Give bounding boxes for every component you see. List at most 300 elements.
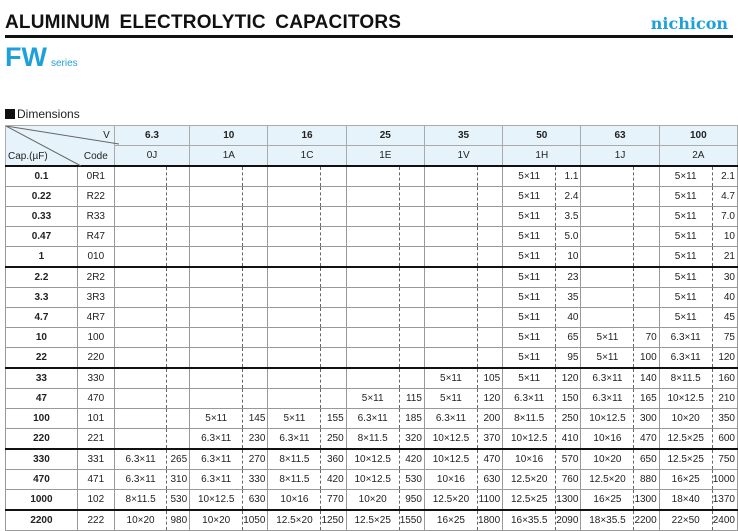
ripple-current-cell: 2.4 [556, 187, 581, 207]
series-label: series [50, 58, 78, 69]
capacitance-cell: 33 [6, 368, 78, 389]
capacitance-cell: 0.47 [6, 227, 78, 247]
table-row [6, 308, 738, 328]
case-size-cell: 16×25 [424, 510, 477, 531]
case-size-cell: 10×20 [190, 510, 243, 531]
case-size-cell: 5×11 [659, 166, 712, 187]
ripple-current-cell: 21 [712, 247, 737, 268]
ripple-current-cell [477, 166, 502, 187]
ripple-current-cell [243, 227, 268, 247]
table-row [6, 389, 738, 409]
ripple-current-cell [399, 207, 424, 227]
case-size-cell [114, 227, 167, 247]
case-size-cell: 8×11.5 [503, 409, 556, 429]
case-size-cell: 8×11.5 [346, 429, 399, 450]
code-cell: R47 [77, 227, 114, 247]
ripple-current-cell [477, 267, 502, 288]
case-size-cell [190, 227, 243, 247]
case-size-cell: 16×35.5 [503, 510, 556, 531]
ripple-current-cell [321, 187, 346, 207]
ripple-current-cell: 70 [634, 328, 659, 348]
ripple-current-cell [321, 368, 346, 389]
ripple-current-cell: 75 [712, 328, 737, 348]
voltage-header: 63 [581, 126, 659, 146]
ripple-current-cell: 320 [399, 429, 424, 450]
case-size-cell: 5×11 [503, 247, 556, 268]
table-row [6, 227, 738, 247]
ripple-current-cell [321, 348, 346, 369]
ripple-current-cell [399, 348, 424, 369]
case-size-cell: 5×11 [503, 227, 556, 247]
case-size-cell: 6.3×11 [659, 348, 712, 369]
capacitance-cell: 4.7 [6, 308, 78, 328]
title-divider [5, 35, 733, 38]
ripple-current-cell [243, 308, 268, 328]
ripple-current-cell: 330 [243, 470, 268, 490]
case-size-cell [114, 207, 167, 227]
ripple-current-cell: 23 [556, 267, 581, 288]
series-heading [5, 42, 78, 73]
voltage-code-header: 1V [424, 146, 502, 167]
case-size-cell: 22×50 [659, 510, 712, 531]
case-size-cell [424, 328, 477, 348]
case-size-cell [268, 368, 321, 389]
case-size-cell: 10×12.5 [346, 470, 399, 490]
voltage-code-header: 1E [346, 146, 424, 167]
case-size-cell: 6.3×11 [503, 389, 556, 409]
capacitance-cell: 330 [6, 449, 78, 470]
capacitance-cell: 0.33 [6, 207, 78, 227]
ripple-current-cell [477, 247, 502, 268]
ripple-current-cell: 630 [243, 490, 268, 511]
case-size-cell: 6.3×11 [268, 429, 321, 450]
ripple-current-cell: 770 [321, 490, 346, 511]
code-cell: 221 [77, 429, 114, 450]
case-size-cell [114, 187, 167, 207]
ripple-current-cell: 120 [477, 389, 502, 409]
case-size-cell [268, 267, 321, 288]
code-cell: 330 [77, 368, 114, 389]
table-row [6, 187, 738, 207]
ripple-current-cell [634, 166, 659, 187]
ripple-current-cell [167, 328, 190, 348]
capacitance-cell: 47 [6, 389, 78, 409]
ripple-current-cell: 165 [634, 389, 659, 409]
case-size-cell: 5×11 [581, 328, 634, 348]
case-size-cell [190, 187, 243, 207]
ripple-current-cell: 4.7 [712, 187, 737, 207]
ripple-current-cell: 880 [634, 470, 659, 490]
ripple-current-cell: 1250 [321, 510, 346, 531]
ripple-current-cell [477, 308, 502, 328]
table-row [6, 288, 738, 308]
case-size-cell: 10×12.5 [346, 449, 399, 470]
ripple-current-cell [243, 368, 268, 389]
ripple-current-cell [167, 207, 190, 227]
case-size-cell: 5×11 [503, 328, 556, 348]
case-size-cell: 5×11 [503, 166, 556, 187]
ripple-current-cell [477, 187, 502, 207]
case-size-cell [268, 207, 321, 227]
voltage-header: 25 [346, 126, 424, 146]
capacitance-cell: 1000 [6, 490, 78, 511]
case-size-cell: 5×11 [659, 267, 712, 288]
ripple-current-cell [243, 207, 268, 227]
ripple-current-cell: 420 [321, 470, 346, 490]
case-size-cell [581, 227, 634, 247]
case-size-cell [114, 348, 167, 369]
case-size-cell: 12.5×20 [424, 490, 477, 511]
section-title: Dimensions [17, 107, 80, 121]
voltage-header: 10 [190, 126, 268, 146]
ripple-current-cell [167, 227, 190, 247]
case-size-cell [190, 288, 243, 308]
ripple-current-cell: 40 [556, 308, 581, 328]
capacitance-cell: 220 [6, 429, 78, 450]
case-size-cell: 16×25 [581, 490, 634, 511]
ripple-current-cell [167, 166, 190, 187]
ripple-current-cell [167, 288, 190, 308]
case-size-cell: 12.5×25 [346, 510, 399, 531]
code-cell: 010 [77, 247, 114, 268]
series-name: FW [5, 42, 47, 72]
ripple-current-cell [321, 389, 346, 409]
ripple-current-cell: 1.1 [556, 166, 581, 187]
case-size-cell [581, 288, 634, 308]
voltage-code-header: 2A [659, 146, 737, 167]
ripple-current-cell: 350 [712, 409, 737, 429]
corner-code-label: Code [83, 151, 108, 162]
ripple-current-cell: 1800 [477, 510, 502, 531]
ripple-current-cell [321, 267, 346, 288]
ripple-current-cell [167, 368, 190, 389]
table-row [6, 267, 738, 288]
ripple-current-cell: 310 [167, 470, 190, 490]
ripple-current-cell [243, 187, 268, 207]
ripple-current-cell [634, 207, 659, 227]
case-size-cell: 5×11 [503, 187, 556, 207]
capacitance-cell: 10 [6, 328, 78, 348]
corner-v-label: V [103, 130, 110, 141]
case-size-cell: 6.3×11 [424, 409, 477, 429]
ripple-current-cell [243, 328, 268, 348]
ripple-current-cell [167, 348, 190, 369]
case-size-cell: 10×16 [424, 470, 477, 490]
capacitance-cell: 0.22 [6, 187, 78, 207]
ripple-current-cell [399, 328, 424, 348]
capacitance-cell: 2.2 [6, 267, 78, 288]
case-size-cell: 6.3×11 [190, 429, 243, 450]
case-size-cell [268, 328, 321, 348]
case-size-cell [346, 368, 399, 389]
case-size-cell: 18×40 [659, 490, 712, 511]
case-size-cell [190, 328, 243, 348]
case-size-cell: 16×25 [659, 470, 712, 490]
case-size-cell: 5×11 [424, 368, 477, 389]
table-row [6, 409, 738, 429]
ripple-current-cell [634, 308, 659, 328]
case-size-cell: 10×16 [268, 490, 321, 511]
case-size-cell [424, 288, 477, 308]
ripple-current-cell [167, 267, 190, 288]
table-row [6, 429, 738, 450]
table-row [6, 510, 738, 531]
case-size-cell [114, 429, 167, 450]
ripple-current-cell: 760 [556, 470, 581, 490]
case-size-cell [346, 247, 399, 268]
case-size-cell [268, 166, 321, 187]
ripple-current-cell [477, 348, 502, 369]
case-size-cell [114, 288, 167, 308]
code-cell: R22 [77, 187, 114, 207]
ripple-current-cell: 30 [712, 267, 737, 288]
case-size-cell [346, 308, 399, 328]
case-size-cell [114, 328, 167, 348]
code-cell: 220 [77, 348, 114, 369]
ripple-current-cell: 10 [556, 247, 581, 268]
ripple-current-cell: 470 [477, 449, 502, 470]
table-row [6, 490, 738, 511]
ripple-current-cell: 650 [634, 449, 659, 470]
code-cell: 222 [77, 510, 114, 531]
ripple-current-cell: 35 [556, 288, 581, 308]
voltage-code-header: 1A [190, 146, 268, 167]
square-bullet-icon [5, 109, 15, 119]
ripple-current-cell [477, 328, 502, 348]
page-title: ALUMINUM ELECTROLYTIC CAPACITORS [5, 12, 402, 33]
case-size-cell [346, 227, 399, 247]
case-size-cell: 10×12.5 [503, 429, 556, 450]
ripple-current-cell [167, 247, 190, 268]
table-row [6, 470, 738, 490]
ripple-current-cell [243, 267, 268, 288]
table-row [6, 348, 738, 369]
case-size-cell [268, 247, 321, 268]
brand-logo: nichicon [650, 14, 728, 33]
ripple-current-cell [167, 409, 190, 429]
case-size-cell [424, 267, 477, 288]
ripple-current-cell: 250 [321, 429, 346, 450]
case-size-cell: 6.3×11 [114, 449, 167, 470]
ripple-current-cell: 230 [243, 429, 268, 450]
case-size-cell: 5×11 [659, 308, 712, 328]
ripple-current-cell: 100 [634, 348, 659, 369]
case-size-cell [581, 267, 634, 288]
voltage-header: 6.3 [114, 126, 189, 146]
case-size-cell [114, 368, 167, 389]
case-size-cell: 6.3×11 [114, 470, 167, 490]
case-size-cell: 12.5×25 [503, 490, 556, 511]
ripple-current-cell [243, 166, 268, 187]
ripple-current-cell [167, 187, 190, 207]
case-size-cell: 5×11 [659, 207, 712, 227]
case-size-cell: 6.3×11 [190, 470, 243, 490]
case-size-cell [190, 267, 243, 288]
ripple-current-cell [321, 166, 346, 187]
case-size-cell: 5×11 [581, 348, 634, 369]
voltage-header: 100 [659, 126, 737, 146]
ripple-current-cell: 980 [167, 510, 190, 531]
case-size-cell: 5×11 [268, 409, 321, 429]
ripple-current-cell: 1550 [399, 510, 424, 531]
ripple-current-cell: 1300 [634, 490, 659, 511]
ripple-current-cell: 145 [243, 409, 268, 429]
case-size-cell [424, 166, 477, 187]
ripple-current-cell: 10 [712, 227, 737, 247]
case-size-cell: 10×20 [114, 510, 167, 531]
case-size-cell [114, 267, 167, 288]
ripple-current-cell: 200 [477, 409, 502, 429]
ripple-current-cell: 530 [167, 490, 190, 511]
case-size-cell [346, 288, 399, 308]
ripple-current-cell [477, 207, 502, 227]
case-size-cell [190, 348, 243, 369]
ripple-current-cell [243, 348, 268, 369]
ripple-current-cell [399, 288, 424, 308]
case-size-cell: 5×11 [346, 389, 399, 409]
case-size-cell [268, 348, 321, 369]
voltage-code-header: 1C [268, 146, 346, 167]
table-row [6, 166, 738, 187]
case-size-cell [346, 207, 399, 227]
ripple-current-cell: 530 [399, 470, 424, 490]
ripple-current-cell: 185 [399, 409, 424, 429]
case-size-cell: 12.5×20 [268, 510, 321, 531]
ripple-current-cell [321, 328, 346, 348]
ripple-current-cell [167, 308, 190, 328]
ripple-current-cell: 105 [477, 368, 502, 389]
case-size-cell [424, 187, 477, 207]
ripple-current-cell: 2090 [556, 510, 581, 531]
ripple-current-cell: 600 [712, 429, 737, 450]
case-size-cell [268, 288, 321, 308]
case-size-cell [268, 308, 321, 328]
case-size-cell [424, 207, 477, 227]
case-size-cell: 5×11 [503, 368, 556, 389]
case-size-cell: 5×11 [503, 288, 556, 308]
ripple-current-cell: 5.0 [556, 227, 581, 247]
code-cell: 102 [77, 490, 114, 511]
case-size-cell: 10×16 [503, 449, 556, 470]
case-size-cell [346, 267, 399, 288]
ripple-current-cell: 470 [634, 429, 659, 450]
ripple-current-cell: 2.1 [712, 166, 737, 187]
ripple-current-cell: 210 [712, 389, 737, 409]
ripple-current-cell [634, 267, 659, 288]
case-size-cell [346, 348, 399, 369]
ripple-current-cell [321, 288, 346, 308]
case-size-cell [114, 409, 167, 429]
ripple-current-cell [399, 247, 424, 268]
ripple-current-cell: 300 [634, 409, 659, 429]
voltage-header: 50 [503, 126, 581, 146]
case-size-cell: 5×11 [503, 308, 556, 328]
ripple-current-cell [167, 429, 190, 450]
ripple-current-cell: 2200 [634, 510, 659, 531]
ripple-current-cell [243, 247, 268, 268]
case-size-cell [114, 308, 167, 328]
ripple-current-cell [634, 187, 659, 207]
case-size-cell: 5×11 [503, 207, 556, 227]
case-size-cell [190, 166, 243, 187]
case-size-cell: 6.3×11 [581, 389, 634, 409]
case-size-cell: 5×11 [503, 267, 556, 288]
code-cell: 100 [77, 328, 114, 348]
case-size-cell [346, 328, 399, 348]
corner-cap-label: Cap.(µF) [8, 151, 48, 162]
table-row [6, 449, 738, 470]
case-size-cell: 12.5×25 [659, 429, 712, 450]
ripple-current-cell: 1000 [712, 470, 737, 490]
case-size-cell: 5×11 [659, 227, 712, 247]
case-size-cell: 10×12.5 [190, 490, 243, 511]
table-row [6, 247, 738, 268]
case-size-cell: 12.5×25 [659, 449, 712, 470]
ripple-current-cell [399, 227, 424, 247]
case-size-cell [346, 166, 399, 187]
case-size-cell: 10×12.5 [424, 429, 477, 450]
ripple-current-cell: 95 [556, 348, 581, 369]
dimensions-table [5, 125, 738, 531]
ripple-current-cell: 45 [712, 308, 737, 328]
table-row [6, 207, 738, 227]
capacitance-cell: 470 [6, 470, 78, 490]
case-size-cell [268, 187, 321, 207]
ripple-current-cell: 570 [556, 449, 581, 470]
voltage-header: 35 [424, 126, 502, 146]
case-size-cell: 5×11 [659, 247, 712, 268]
ripple-current-cell: 150 [556, 389, 581, 409]
ripple-current-cell [243, 389, 268, 409]
section-heading [5, 107, 80, 121]
code-cell: 471 [77, 470, 114, 490]
case-size-cell [424, 227, 477, 247]
case-size-cell [424, 348, 477, 369]
ripple-current-cell: 40 [712, 288, 737, 308]
ripple-current-cell: 1300 [556, 490, 581, 511]
case-size-cell [268, 227, 321, 247]
case-size-cell [114, 166, 167, 187]
ripple-current-cell [243, 288, 268, 308]
case-size-cell [114, 247, 167, 268]
case-size-cell: 5×11 [424, 389, 477, 409]
voltage-code-header: 1H [503, 146, 581, 167]
case-size-cell: 10×16 [581, 429, 634, 450]
ripple-current-cell: 65 [556, 328, 581, 348]
ripple-current-cell: 120 [556, 368, 581, 389]
ripple-current-cell: 410 [556, 429, 581, 450]
ripple-current-cell: 750 [712, 449, 737, 470]
case-size-cell [424, 308, 477, 328]
case-size-cell [190, 207, 243, 227]
ripple-current-cell: 155 [321, 409, 346, 429]
ripple-current-cell [399, 187, 424, 207]
capacitance-cell: 22 [6, 348, 78, 369]
code-cell: 4R7 [77, 308, 114, 328]
case-size-cell [190, 368, 243, 389]
capacitance-cell: 0.1 [6, 166, 78, 187]
case-size-cell [581, 166, 634, 187]
case-size-cell: 10×20 [346, 490, 399, 511]
ripple-current-cell: 630 [477, 470, 502, 490]
case-size-cell [190, 308, 243, 328]
ripple-current-cell [477, 288, 502, 308]
ripple-current-cell [321, 227, 346, 247]
capacitance-cell: 100 [6, 409, 78, 429]
case-size-cell: 18×35.5 [581, 510, 634, 531]
ripple-current-cell: 115 [399, 389, 424, 409]
capacitance-cell: 2200 [6, 510, 78, 531]
